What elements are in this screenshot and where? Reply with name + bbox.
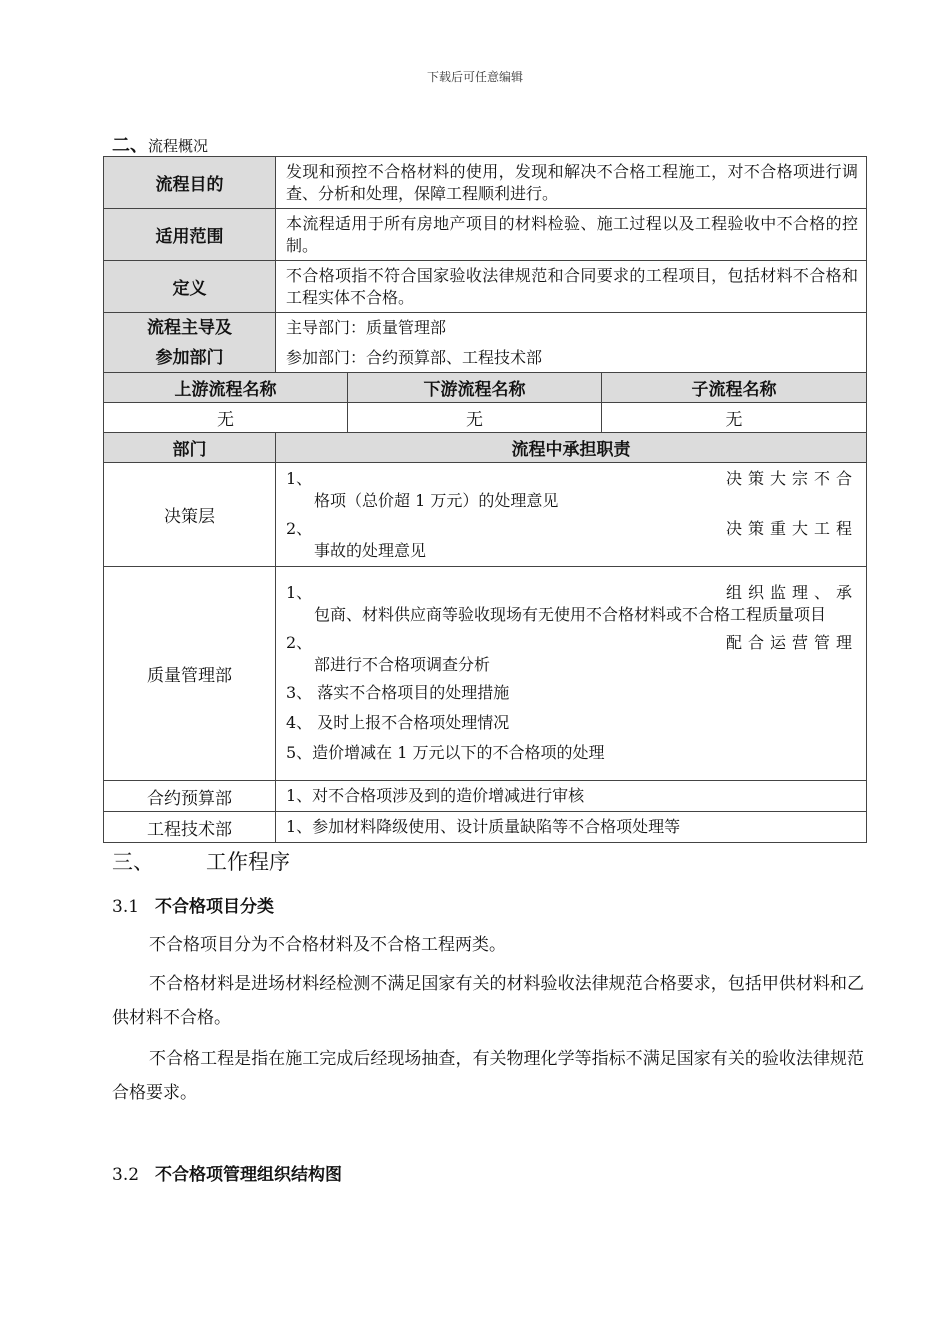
- departments-label: [104, 313, 276, 374]
- quality-duty-4: 4、 及时上报不合格项处理情况: [286, 712, 510, 732]
- participating-departments: 参加部门：合约预算部、工程技术部: [286, 348, 543, 367]
- overview-row-departments: [104, 313, 867, 374]
- quality-duty-1-num: 1、: [286, 582, 313, 602]
- departments-label-line2: 参加部门: [155, 348, 224, 368]
- decision-duty-2: [286, 518, 866, 562]
- scope-label: 适用范围: [104, 209, 276, 261]
- quality-duty-1-lead: 组织监理、承: [725, 582, 858, 602]
- page-header: 下载后可任意编辑: [426, 70, 523, 84]
- decision-duty-1-num: 1、: [286, 468, 313, 488]
- duty-row-tech: [104, 812, 867, 843]
- contract-dept-name: 合约预算部: [104, 781, 276, 812]
- section-3-number: 三、: [112, 850, 154, 874]
- decision-duties: [276, 463, 867, 567]
- section-2-title: 流程概况: [148, 137, 209, 155]
- subsection-3-1-title: 不合格项目分类: [155, 897, 275, 917]
- subsection-3-1-number: 3.1: [112, 897, 140, 917]
- downstream-flow-header: 下游流程名称: [348, 373, 602, 403]
- decision-duty-2-text: 事故的处理意见: [314, 540, 427, 560]
- duties-table: [103, 432, 867, 843]
- quality-duty-2: [286, 632, 866, 676]
- quality-duty-5: 5、造价增减在 1 万元以下的不合格项的处理: [286, 742, 605, 762]
- downstream-flow-value: 无: [348, 403, 602, 433]
- decision-dept-name: 决策层: [104, 463, 276, 567]
- flows-table: [103, 372, 867, 433]
- subsection-3-2-number: 3.2: [112, 1165, 140, 1185]
- flows-header-row: [104, 373, 867, 403]
- section-3-heading: [112, 846, 290, 876]
- quality-duty-2-lead: 配合运营管理: [725, 632, 858, 652]
- quality-duty-1-text: 包商、材料供应商等验收现场有无使用不合格材料或不合格工程质量项目: [314, 604, 827, 624]
- decision-duty-1-lead: 决策大宗不合: [725, 468, 858, 488]
- definition-content: 不合格项指不符合国家验收法律规范和合同要求的工程项目，包括材料不合格和工程实体不合格。: [276, 261, 867, 313]
- paragraph-2: 不合格材料是进场材料经检测不满足国家有关的材料验收法律规范合格要求，包括甲供材料和乙供材料不合格。: [112, 974, 864, 1028]
- tech-dept-name: 工程技术部: [104, 812, 276, 843]
- upstream-flow-header: 上游流程名称: [104, 373, 348, 403]
- paragraph-1: 不合格项目分为不合格材料及不合格工程两类。: [149, 935, 506, 955]
- purpose-label: 流程目的: [104, 157, 276, 209]
- decision-duty-1: [286, 468, 866, 512]
- duty-row-quality: [104, 567, 867, 781]
- overview-row-scope: [104, 209, 867, 261]
- section-2-number: 二、: [112, 135, 148, 156]
- overview-row-purpose: [104, 157, 867, 209]
- purpose-content: 发现和预控不合格材料的使用，发现和解决不合格工程施工，对不合格项进行调查、分析和处理，保障工程顺利进行。: [276, 157, 867, 209]
- quality-duties: [276, 567, 867, 781]
- quality-duty-2-num: 2、: [286, 632, 313, 652]
- contract-duty: 1、对不合格项涉及到的造价增减进行审核: [276, 781, 867, 812]
- duty-header: 流程中承担职责: [276, 433, 867, 463]
- section-2-heading: [112, 131, 208, 157]
- departments-content: [276, 313, 867, 374]
- paragraph-3: 不合格工程是指在施工完成后经现场抽查，有关物理化学等指标不满足国家有关的验收法律规范合格要求。: [112, 1049, 864, 1103]
- flows-value-row: [104, 403, 867, 433]
- overview-row-definition: [104, 261, 867, 313]
- subflow-value: 无: [602, 403, 867, 433]
- department-header: 部门: [104, 433, 276, 463]
- scope-content: 本流程适用于所有房地产项目的材料检验、施工过程以及工程验收中不合格的控制。: [276, 209, 867, 261]
- subflow-header: 子流程名称: [602, 373, 867, 403]
- quality-dept-name: 质量管理部: [104, 567, 276, 781]
- duty-row-contract: [104, 781, 867, 812]
- lead-department: 主导部门：质量管理部: [286, 318, 447, 337]
- subsection-3-1-heading: [112, 892, 274, 917]
- definition-label: 定义: [104, 261, 276, 313]
- quality-duty-3: 3、 落实不合格项目的处理措施: [286, 682, 510, 702]
- quality-duty-1: [286, 582, 866, 626]
- duty-row-decision: [104, 463, 867, 567]
- overview-table: [103, 156, 867, 374]
- tech-duty: 1、参加材料降级使用、设计质量缺陷等不合格项处理等: [276, 812, 867, 843]
- section-3-title: 工作程序: [206, 850, 290, 874]
- departments-label-line1: 流程主导及: [147, 318, 232, 338]
- decision-duty-2-lead: 决策重大工程: [725, 518, 858, 538]
- duties-header-row: [104, 433, 867, 463]
- decision-duty-2-num: 2、: [286, 518, 313, 538]
- decision-duty-1-text: 格项（总价超 1 万元）的处理意见: [314, 490, 559, 510]
- subsection-3-2-title: 不合格项管理组织结构图: [155, 1165, 343, 1185]
- quality-duty-2-text: 部进行不合格项调查分析: [314, 654, 491, 674]
- subsection-3-2-heading: [112, 1160, 342, 1185]
- upstream-flow-value: 无: [104, 403, 348, 433]
